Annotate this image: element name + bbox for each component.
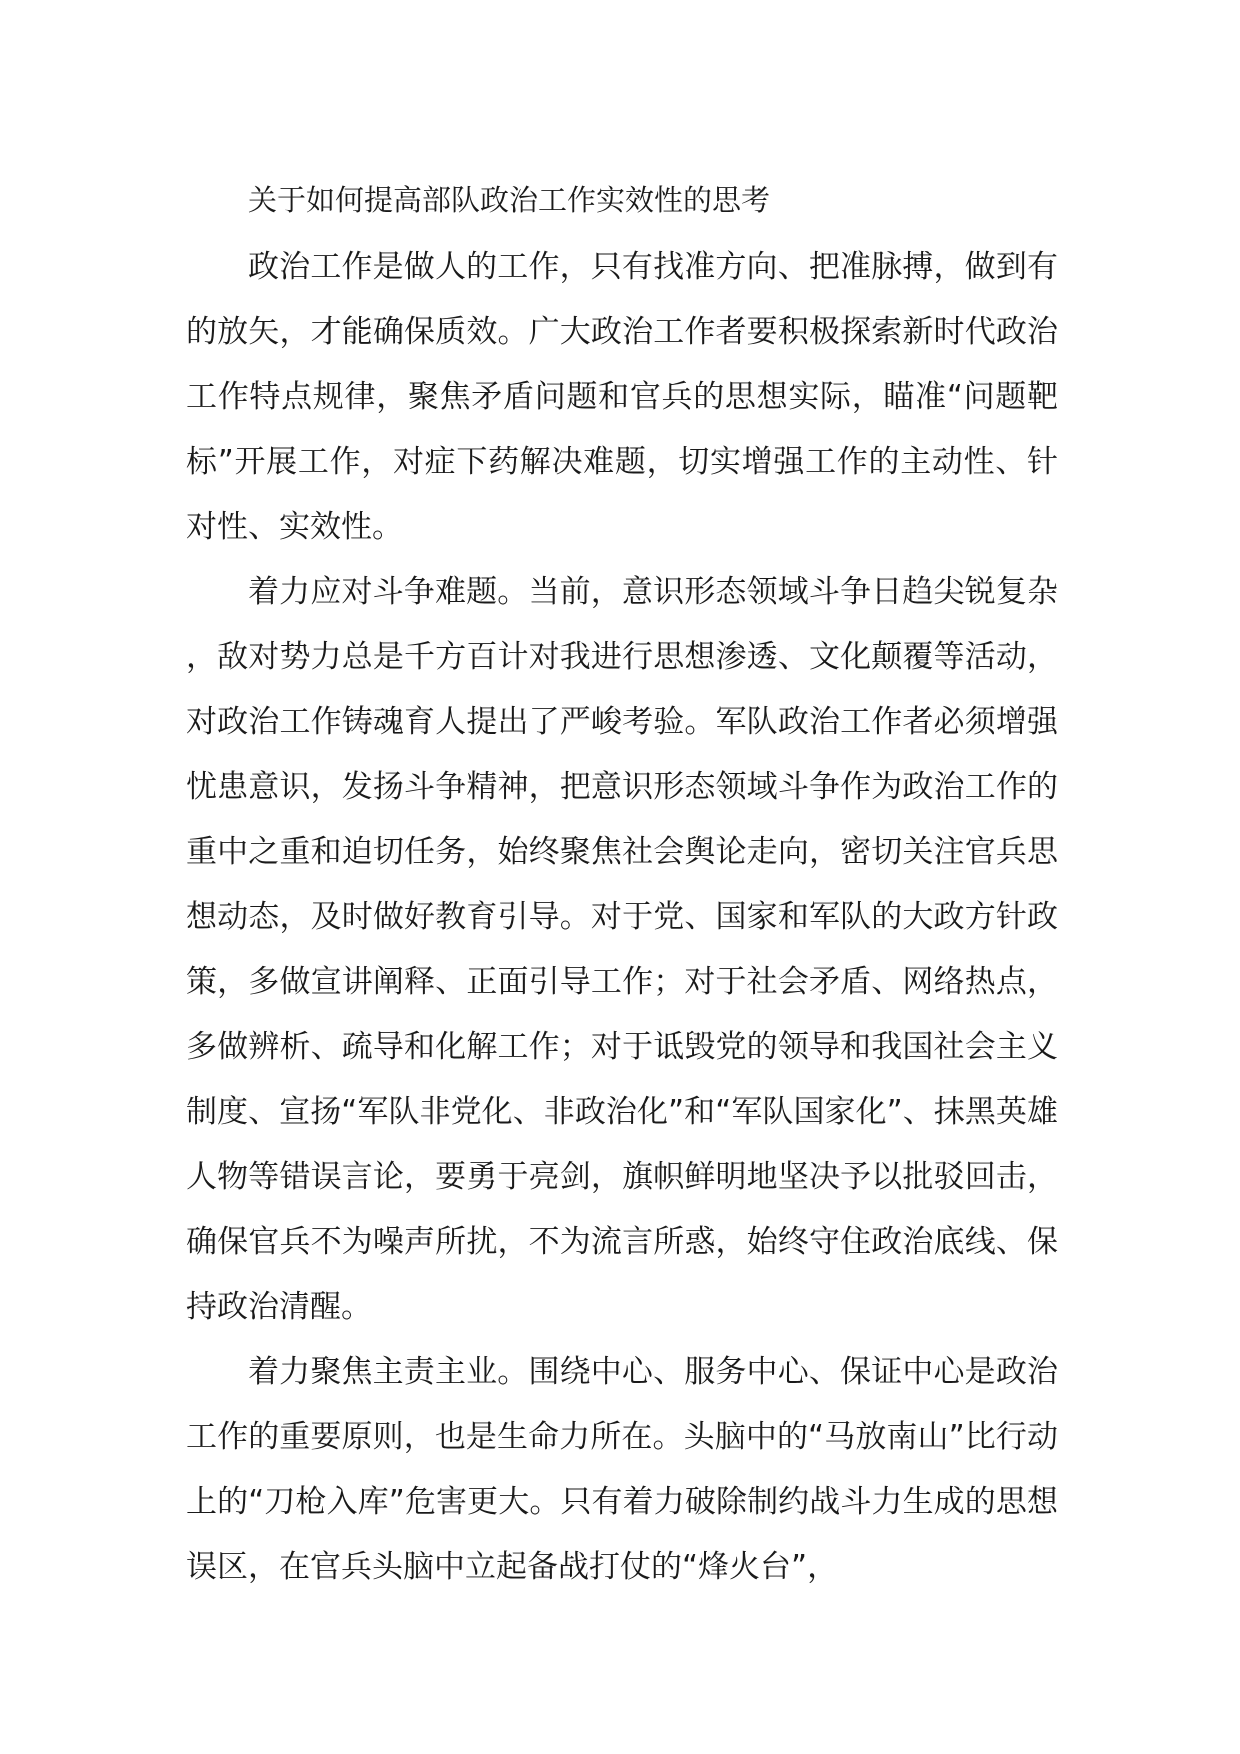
paragraph-main-duty: 着力聚焦主责主业。围绕中心、服务中心、保证中心是政治工作的重要原则，也是生命力所在。头脑中的“马放南山”比行动上的“刀枪入库”危害更大。只有着力破除制约战斗力生成的思想误区，在官兵头脑中立起备战打仗的“烽火台”，: [186, 1354, 1058, 1585]
paragraph-intro: 政治工作是做人的工作，只有找准方向、把准脉搏，做到有的放矢，才能确保质效。广大政治工作者要积极探索新时代政治工作特点规律，聚焦矛盾问题和官兵的思想实际，瞄准“问题靶标”开展工作，对症下药解决难题，切实增强工作的主动性、针对性、实效性。: [186, 249, 1058, 545]
document-body: [186, 168, 1058, 1600]
paragraph-struggle: 着力应对斗争难题。当前，意识形态领域斗争日趋尖锐复杂，敌对势力总是千方百计对我进行思想渗透、文化颠覆等活动，对政治工作铸魂育人提出了严峻考验。军队政治工作者必须增强忧患意识，发扬斗争精神，把意识形态领域斗争作为政治工作的重中之重和迫切任务，始终聚焦社会舆论走向，密切关注官兵思想动态，及时做好教育引导。对于党、国家和军队的大政方针政策，多做宣讲阐释、正面引导工作；对于社会矛盾、网络热点，多做辨析、疏导和化解工作；对于诋毁党的领导和我国社会主义制度、宣扬“军队非党化、非政治化”和“军队国家化”、抹黑英雄人物等错误言论，要勇于亮剑，旗帜鲜明地坚决予以批驳回击，确保官兵不为噪声所扰，不为流言所惑，始终守住政治底线、保持政治清醒。: [186, 574, 1058, 1325]
document-title: 关于如何提高部队政治工作实效性的思考: [248, 183, 771, 217]
